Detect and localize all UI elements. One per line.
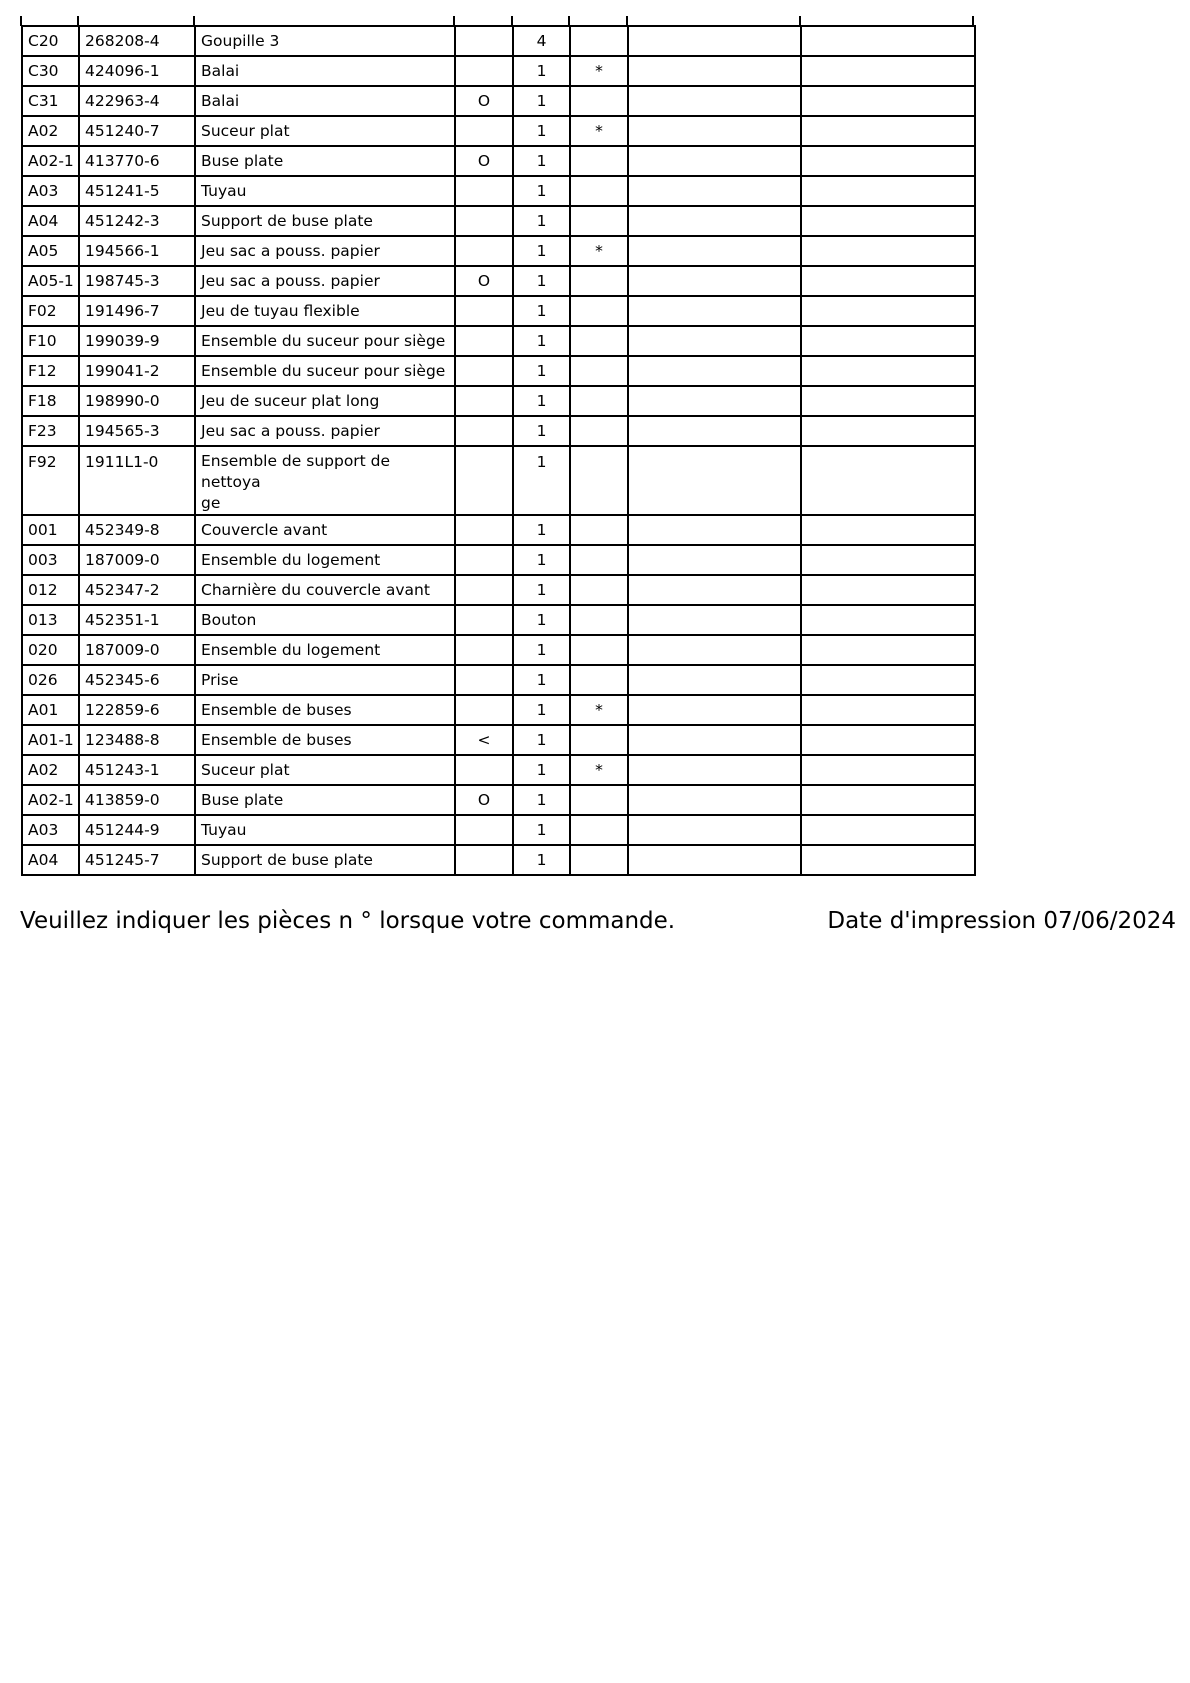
table-row	[22, 386, 975, 416]
mark-cell	[570, 26, 628, 56]
part-number-cell: 191496-7	[79, 296, 195, 326]
empty-cell	[801, 545, 975, 575]
flag-cell	[455, 416, 513, 446]
ref-cell: 012	[22, 575, 79, 605]
ref-cell: A02-1	[22, 146, 79, 176]
mark-cell	[570, 605, 628, 635]
empty-cell	[628, 176, 801, 206]
quantity-cell: 1	[513, 416, 570, 446]
mark-cell: *	[570, 755, 628, 785]
flag-cell	[455, 545, 513, 575]
flag-cell	[455, 815, 513, 845]
empty-cell	[801, 815, 975, 845]
empty-cell	[801, 326, 975, 356]
empty-cell	[628, 206, 801, 236]
description-cell: Charnière du couvercle avant	[195, 575, 455, 605]
flag-cell	[455, 635, 513, 665]
empty-cell	[801, 575, 975, 605]
empty-cell	[801, 446, 975, 515]
part-number-cell: 413859-0	[79, 785, 195, 815]
ref-cell: A05	[22, 236, 79, 266]
table-row	[22, 635, 975, 665]
flag-cell	[455, 755, 513, 785]
empty-cell	[801, 386, 975, 416]
empty-cell	[628, 386, 801, 416]
empty-cell	[628, 296, 801, 326]
quantity-cell: 1	[513, 515, 570, 545]
table-row	[22, 236, 975, 266]
empty-cell	[628, 56, 801, 86]
empty-cell	[628, 785, 801, 815]
table-row	[22, 206, 975, 236]
table-row	[22, 785, 975, 815]
description-line-1: Ensemble de support de nettoya	[201, 452, 391, 491]
flag-cell	[455, 326, 513, 356]
quantity-cell: 1	[513, 356, 570, 386]
part-number-cell: 451241-5	[79, 176, 195, 206]
description-cell: Tuyau	[195, 815, 455, 845]
description-cell: Jeu sac a pouss. papier	[195, 266, 455, 296]
flag-cell	[455, 446, 513, 515]
quantity-cell: 1	[513, 386, 570, 416]
description-cell: Jeu de tuyau flexible	[195, 296, 455, 326]
quantity-cell: 1	[513, 446, 570, 515]
description-cell: Goupille 3	[195, 26, 455, 56]
mark-cell: *	[570, 236, 628, 266]
mark-cell	[570, 326, 628, 356]
part-number-cell: 194566-1	[79, 236, 195, 266]
flag-cell: O	[455, 785, 513, 815]
empty-cell	[628, 356, 801, 386]
empty-cell	[801, 26, 975, 56]
part-number-cell: 1911L1-0	[79, 446, 195, 515]
description-cell: Ensemble de buses	[195, 725, 455, 755]
description-cell: Balai	[195, 86, 455, 116]
order-note: Veuillez indiquer les pièces n ° lorsque votre commande.	[20, 908, 676, 934]
mark-cell	[570, 635, 628, 665]
description-cell: Suceur plat	[195, 116, 455, 146]
empty-cell	[801, 695, 975, 725]
ref-cell: A04	[22, 206, 79, 236]
flag-cell	[455, 176, 513, 206]
flag-cell: O	[455, 86, 513, 116]
flag-cell	[455, 56, 513, 86]
mark-cell	[570, 356, 628, 386]
flag-cell	[455, 665, 513, 695]
part-number-cell: 198745-3	[79, 266, 195, 296]
part-number-cell: 123488-8	[79, 725, 195, 755]
part-number-cell: 452347-2	[79, 575, 195, 605]
part-number-cell: 451243-1	[79, 755, 195, 785]
table-row	[22, 146, 975, 176]
empty-cell	[628, 326, 801, 356]
flag-cell	[455, 695, 513, 725]
empty-cell	[801, 635, 975, 665]
ref-cell: C31	[22, 86, 79, 116]
empty-cell	[801, 416, 975, 446]
quantity-cell: 1	[513, 236, 570, 266]
description-cell: Support de buse plate	[195, 845, 455, 875]
description-cell: Ensemble du logement	[195, 635, 455, 665]
empty-cell	[801, 266, 975, 296]
empty-cell	[628, 695, 801, 725]
description-line-2: ge	[201, 494, 221, 512]
mark-cell	[570, 266, 628, 296]
empty-cell	[801, 116, 975, 146]
description-cell: Ensemble du suceur pour siège	[195, 356, 455, 386]
table-row	[22, 86, 975, 116]
description-cell: Suceur plat	[195, 755, 455, 785]
description-cell: Balai	[195, 56, 455, 86]
empty-cell	[628, 116, 801, 146]
print-date: Date d'impression 07/06/2024	[827, 908, 1176, 934]
flag-cell	[455, 236, 513, 266]
mark-cell	[570, 146, 628, 176]
table-row	[22, 575, 975, 605]
part-number-cell: 198990-0	[79, 386, 195, 416]
description-cell: Bouton	[195, 605, 455, 635]
empty-cell	[801, 86, 975, 116]
empty-cell	[628, 755, 801, 785]
part-number-cell: 451245-7	[79, 845, 195, 875]
ref-cell: 003	[22, 545, 79, 575]
table-row	[22, 845, 975, 875]
mark-cell	[570, 176, 628, 206]
ref-cell: A01-1	[22, 725, 79, 755]
table-row	[22, 755, 975, 785]
ref-cell: 013	[22, 605, 79, 635]
table-row	[22, 515, 975, 545]
mark-cell	[570, 665, 628, 695]
flag-cell: <	[455, 725, 513, 755]
description-cell: Ensemble du logement	[195, 545, 455, 575]
empty-cell	[628, 725, 801, 755]
table-row	[22, 446, 975, 515]
quantity-cell: 1	[513, 695, 570, 725]
ref-cell: A05-1	[22, 266, 79, 296]
description-cell: Jeu de suceur plat long	[195, 386, 455, 416]
quantity-cell: 1	[513, 326, 570, 356]
table-row	[22, 116, 975, 146]
mark-cell	[570, 296, 628, 326]
flag-cell	[455, 26, 513, 56]
empty-cell	[628, 236, 801, 266]
empty-cell	[628, 665, 801, 695]
table-row	[22, 26, 975, 56]
ref-cell: 026	[22, 665, 79, 695]
part-number-cell: 194565-3	[79, 416, 195, 446]
ref-cell: A04	[22, 845, 79, 875]
ref-cell: 001	[22, 515, 79, 545]
ref-cell: A01	[22, 695, 79, 725]
description-cell: Buse plate	[195, 785, 455, 815]
empty-cell	[801, 605, 975, 635]
table-row	[22, 665, 975, 695]
mark-cell	[570, 725, 628, 755]
quantity-cell: 1	[513, 635, 570, 665]
flag-cell	[455, 515, 513, 545]
ref-cell: A03	[22, 815, 79, 845]
part-number-cell: 199041-2	[79, 356, 195, 386]
empty-cell	[628, 575, 801, 605]
part-number-cell: 122859-6	[79, 695, 195, 725]
part-number-cell: 268208-4	[79, 26, 195, 56]
empty-cell	[801, 665, 975, 695]
empty-cell	[628, 815, 801, 845]
empty-cell	[801, 356, 975, 386]
description-cell: Ensemble du suceur pour siège	[195, 326, 455, 356]
part-number-cell: 424096-1	[79, 56, 195, 86]
description-cell: Jeu sac a pouss. papier	[195, 416, 455, 446]
quantity-cell: 1	[513, 116, 570, 146]
table-row	[22, 725, 975, 755]
part-number-cell: 451240-7	[79, 116, 195, 146]
quantity-cell: 1	[513, 86, 570, 116]
empty-cell	[801, 755, 975, 785]
empty-cell	[801, 725, 975, 755]
quantity-cell: 1	[513, 665, 570, 695]
table-row	[22, 545, 975, 575]
ref-cell: A03	[22, 176, 79, 206]
description-cell: Jeu sac a pouss. papier	[195, 236, 455, 266]
ref-cell: F92	[22, 446, 79, 515]
empty-cell	[628, 845, 801, 875]
quantity-cell: 1	[513, 206, 570, 236]
table-row	[22, 176, 975, 206]
quantity-cell: 4	[513, 26, 570, 56]
flag-cell	[455, 845, 513, 875]
empty-cell	[801, 146, 975, 176]
mark-cell	[570, 845, 628, 875]
table-row	[22, 605, 975, 635]
flag-cell	[455, 605, 513, 635]
empty-cell	[801, 515, 975, 545]
flag-cell: O	[455, 146, 513, 176]
quantity-cell: 1	[513, 785, 570, 815]
empty-cell	[628, 605, 801, 635]
quantity-cell: 1	[513, 725, 570, 755]
empty-cell	[801, 845, 975, 875]
empty-cell	[628, 545, 801, 575]
empty-cell	[628, 86, 801, 116]
ref-cell: A02	[22, 755, 79, 785]
table-row	[22, 356, 975, 386]
description-cell	[195, 446, 455, 515]
parts-table	[21, 25, 976, 876]
mark-cell: *	[570, 695, 628, 725]
empty-cell	[628, 26, 801, 56]
ref-cell: F02	[22, 296, 79, 326]
empty-cell	[801, 236, 975, 266]
flag-cell	[455, 386, 513, 416]
ref-cell: C20	[22, 26, 79, 56]
mark-cell	[570, 575, 628, 605]
mark-cell	[570, 785, 628, 815]
flag-cell	[455, 575, 513, 605]
ref-cell: F23	[22, 416, 79, 446]
mark-cell	[570, 86, 628, 116]
ref-cell: F18	[22, 386, 79, 416]
part-number-cell: 187009-0	[79, 545, 195, 575]
ref-cell: 020	[22, 635, 79, 665]
description-cell: Buse plate	[195, 146, 455, 176]
empty-cell	[628, 266, 801, 296]
quantity-cell: 1	[513, 605, 570, 635]
ref-cell: F12	[22, 356, 79, 386]
mark-cell	[570, 446, 628, 515]
flag-cell	[455, 116, 513, 146]
quantity-cell: 1	[513, 56, 570, 86]
part-number-cell: 451242-3	[79, 206, 195, 236]
quantity-cell: 1	[513, 545, 570, 575]
quantity-cell: 1	[513, 146, 570, 176]
empty-cell	[801, 176, 975, 206]
mark-cell	[570, 416, 628, 446]
quantity-cell: 1	[513, 755, 570, 785]
empty-cell	[628, 515, 801, 545]
part-number-cell: 199039-9	[79, 326, 195, 356]
empty-cell	[801, 296, 975, 326]
quantity-cell: 1	[513, 575, 570, 605]
part-number-cell: 422963-4	[79, 86, 195, 116]
description-cell: Tuyau	[195, 176, 455, 206]
quantity-cell: 1	[513, 176, 570, 206]
table-row	[22, 296, 975, 326]
flag-cell	[455, 296, 513, 326]
empty-cell	[628, 416, 801, 446]
flag-cell: O	[455, 266, 513, 296]
table-row	[22, 695, 975, 725]
flag-cell	[455, 206, 513, 236]
mark-cell	[570, 515, 628, 545]
empty-cell	[628, 446, 801, 515]
mark-cell	[570, 815, 628, 845]
part-number-cell: 452349-8	[79, 515, 195, 545]
table-row	[22, 815, 975, 845]
quantity-cell: 1	[513, 845, 570, 875]
ref-cell: C30	[22, 56, 79, 86]
empty-cell	[628, 146, 801, 176]
mark-cell	[570, 206, 628, 236]
empty-cell	[801, 785, 975, 815]
table-row	[22, 326, 975, 356]
part-number-cell: 451244-9	[79, 815, 195, 845]
part-number-cell: 452351-1	[79, 605, 195, 635]
mark-cell	[570, 386, 628, 416]
description-cell: Ensemble de buses	[195, 695, 455, 725]
ref-cell: F10	[22, 326, 79, 356]
part-number-cell: 413770-6	[79, 146, 195, 176]
empty-cell	[628, 635, 801, 665]
description-cell: Support de buse plate	[195, 206, 455, 236]
table-row	[22, 56, 975, 86]
ref-cell: A02	[22, 116, 79, 146]
parts-table-body	[22, 26, 975, 875]
quantity-cell: 1	[513, 296, 570, 326]
mark-cell	[570, 545, 628, 575]
quantity-cell: 1	[513, 815, 570, 845]
ref-cell: A02-1	[22, 785, 79, 815]
table-row	[22, 416, 975, 446]
part-number-cell: 452345-6	[79, 665, 195, 695]
quantity-cell: 1	[513, 266, 570, 296]
empty-cell	[801, 56, 975, 86]
table-row	[22, 266, 975, 296]
description-cell: Couvercle avant	[195, 515, 455, 545]
flag-cell	[455, 356, 513, 386]
mark-cell: *	[570, 116, 628, 146]
mark-cell: *	[570, 56, 628, 86]
part-number-cell: 187009-0	[79, 635, 195, 665]
description-cell: Prise	[195, 665, 455, 695]
empty-cell	[801, 206, 975, 236]
